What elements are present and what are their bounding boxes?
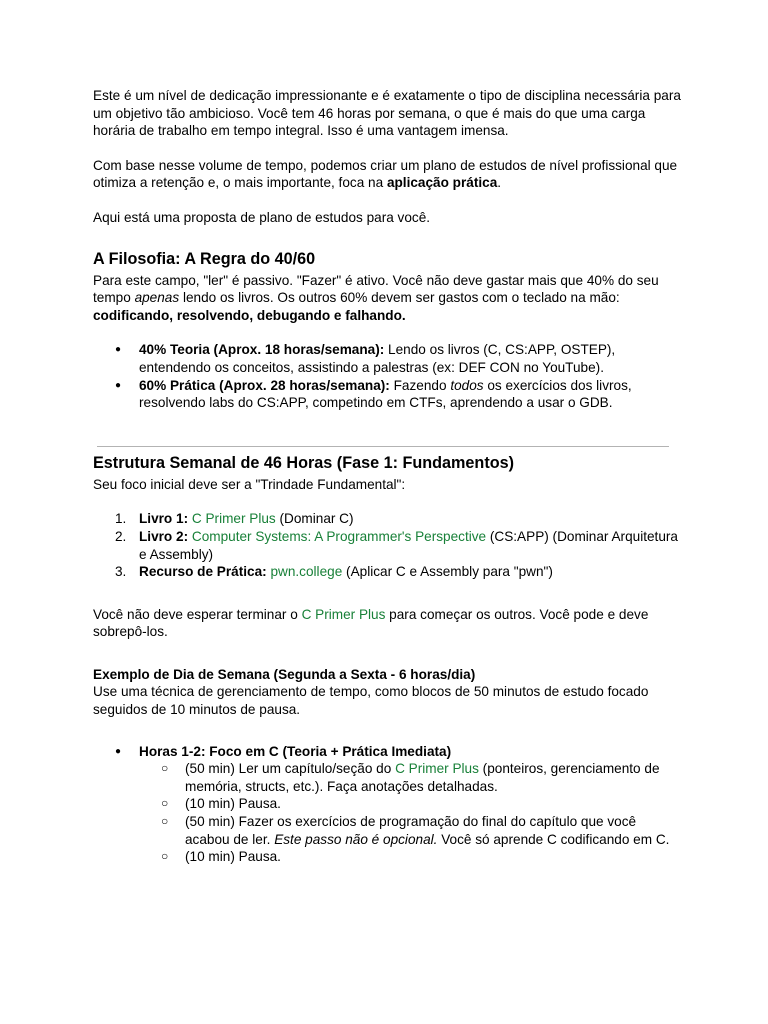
link-c-primer-plus[interactable]: C Primer Plus [191,511,276,527]
link-c-primer-plus-3[interactable]: C Primer Plus [395,761,479,777]
heading-philosophy: A Filosofia: A Regra do 40/60 [93,249,316,268]
sub-item-exercises: ○ (50 min) Fazer os exercícios de programação do final do capítulo que você acabou de ler. Este passo não é opcional. Você só aprende C codificando em C. [93,813,683,848]
philosophy-paragraph: Para este campo, "ler" é passivo. "Fazer" é ativo. Você não deve gastar mais que 40% do seu tempo apenas lendo os livros. Os outros 60% devem ser gastos com o teclado na mão: codificando, resolvendo, debugando e falhando. [93,272,659,323]
schedule-list [93,743,683,761]
example-intro: Use uma técnica de gerenciamento de tempo, como blocos de 50 minutos de estudo focado seguidos de 10 minutos de pausa. [93,684,649,718]
intro-paragraph-2: Com base nesse volume de tempo, podemos criar um plano de estudos de nível profissional que otimiza a retenção e, o mais importante, foca na aplicação prática. [93,157,678,191]
heading-weekly-structure: Estrutura Semanal de 46 Horas (Fase 1: Fundamentos) [93,453,514,472]
link-csapp[interactable]: Computer Systems: A Programmer's Perspective [191,528,487,544]
link-c-primer-plus-2[interactable]: C Primer Plus [301,606,386,622]
list-item-theory: ● 40% Teoria (Aprox. 18 horas/semana): Lendo os livros (C, CS:APP, OSTEP), entendendo os conceitos, assistindo a palestras (ex: DEF CON no YouTube). [93,341,683,376]
resources-list [93,510,683,580]
list-item-practice: ● 60% Prática (Aprox. 28 horas/semana): Fazendo todos os exercícios dos livros, resolvendo labs do CS:APP, competindo em CTFs, aprendendo a usar o GDB. [93,377,683,412]
heading-weekday-example: Exemplo de Dia de Semana (Segunda a Sexta - 6 horas/dia) [93,666,476,682]
list-item-hours-1-2: ● Horas 1-2: Foco em C (Teoria + Prática Imediata) [93,743,683,761]
sub-item-pause-2: ○ (10 min) Pausa. [93,848,683,866]
intro-paragraph-3: Aqui está uma proposta de plano de estudos para você. [93,209,431,225]
link-pwn-college[interactable]: pwn.college [270,564,343,580]
schedule-sublist [93,760,683,866]
list-item-book-1: 1. Livro 1: C Primer Plus (Dominar C) [115,511,354,527]
structure-intro: Seu foco inicial deve ser a "Trindade Fundamental": [93,476,406,492]
list-item-practice-resource: 3. Recurso de Prática: pwn.college (Aplicar C e Assembly para "pwn") [115,564,553,580]
intro-paragraph-1: Este é um nível de dedicação impressionante e é exatamente o tipo de disciplina necessária para um objetivo tão ambicioso. Você tem 46 horas por semana, o que é mais do que uma carga horária de trabalho em tempo integral. Isso é uma vantagem imensa. [93,88,681,139]
sub-item-pause-1: ○ (10 min) Pausa. [93,795,683,813]
emphasis-practical-application: aplicação prática [386,175,498,191]
sub-item-read: ○ (50 min) Ler um capítulo/seção do C Primer Plus (ponteiros, gerenciamento de memória, structs, etc.). Faça anotações detalhadas. [93,760,683,795]
structure-after-paragraph: Você não deve esperar terminar o C Primer Plus para começar os outros. Você pode e deve sobrepô-los. [93,606,649,640]
philosophy-list [93,341,683,411]
list-item-book-2: 2. Livro 2: Computer Systems: A Programmer's Perspective (CS:APP) (Dominar Arquitetura e Assembly) [115,528,678,562]
document-page [93,84,683,866]
